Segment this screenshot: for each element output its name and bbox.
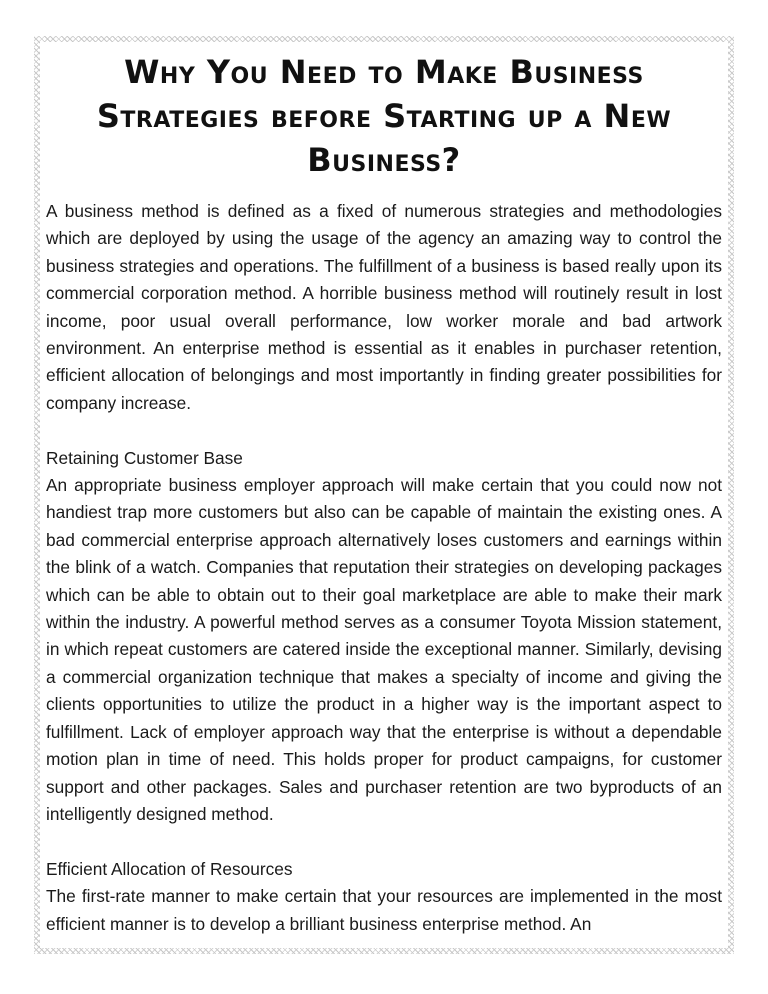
document-title: Why You Need to Make Business Strategies before Starting up a New Business? <box>96 53 672 179</box>
paragraph-spacer <box>46 828 722 855</box>
section-heading-efficient-allocation: Efficient Allocation of Resources <box>46 858 293 879</box>
intro-paragraph: A business method is defined as a fixed of numerous strategies and methodologies which are deployed by using the usage of the agency an amazing way to control the business strategies and operations. The fulfillment of a business is based really upon its commercial corporation method. A horrible business method will routinely result in lost income, poor usual overall performance, low worker morale and bad artwork environment. An enterprise method is essential as it enables in purchaser retention, efficient allocation of belongings and most importantly in finding greater possibilities for company increase. <box>46 201 722 413</box>
section-paragraph-efficient-allocation: The first-rate manner to make certain that your resources are implemented in the most efficient manner is to develop a brilliant business enterprise method. An <box>46 886 722 934</box>
section-paragraph-retaining-customer-base: An appropriate business employer approach will make certain that you could now not handiest trap more customers but also can be capable of maintain the existing ones. A bad commercial enterprise approach alternatively loses customers and earnings within the blink of a watch. Companies that reputation their strategies on developing packages which can be able to obtain out to their goal marketplace are able to make their mark within the industry. A powerful method serves as a consumer Toyota Mission statement, in which repeat customers are catered inside the exceptional manner. Similarly, devising a commercial organization technique that makes a specialty of income and giving the clients opportunities to utilize the product in a higher way is the important aspect to fulfillment. Lack of employer approach way that the enterprise is without a dependable motion plan in time of need. This holds proper for product campaigns, for customer support and other packages. Sales and purchaser retention are two byproducts of an intelligently designed method. <box>46 475 722 824</box>
document-body <box>46 198 722 938</box>
document-page <box>40 42 728 948</box>
paragraph-spacer <box>46 417 722 444</box>
section-heading-retaining-customer-base: Retaining Customer Base <box>46 447 243 468</box>
